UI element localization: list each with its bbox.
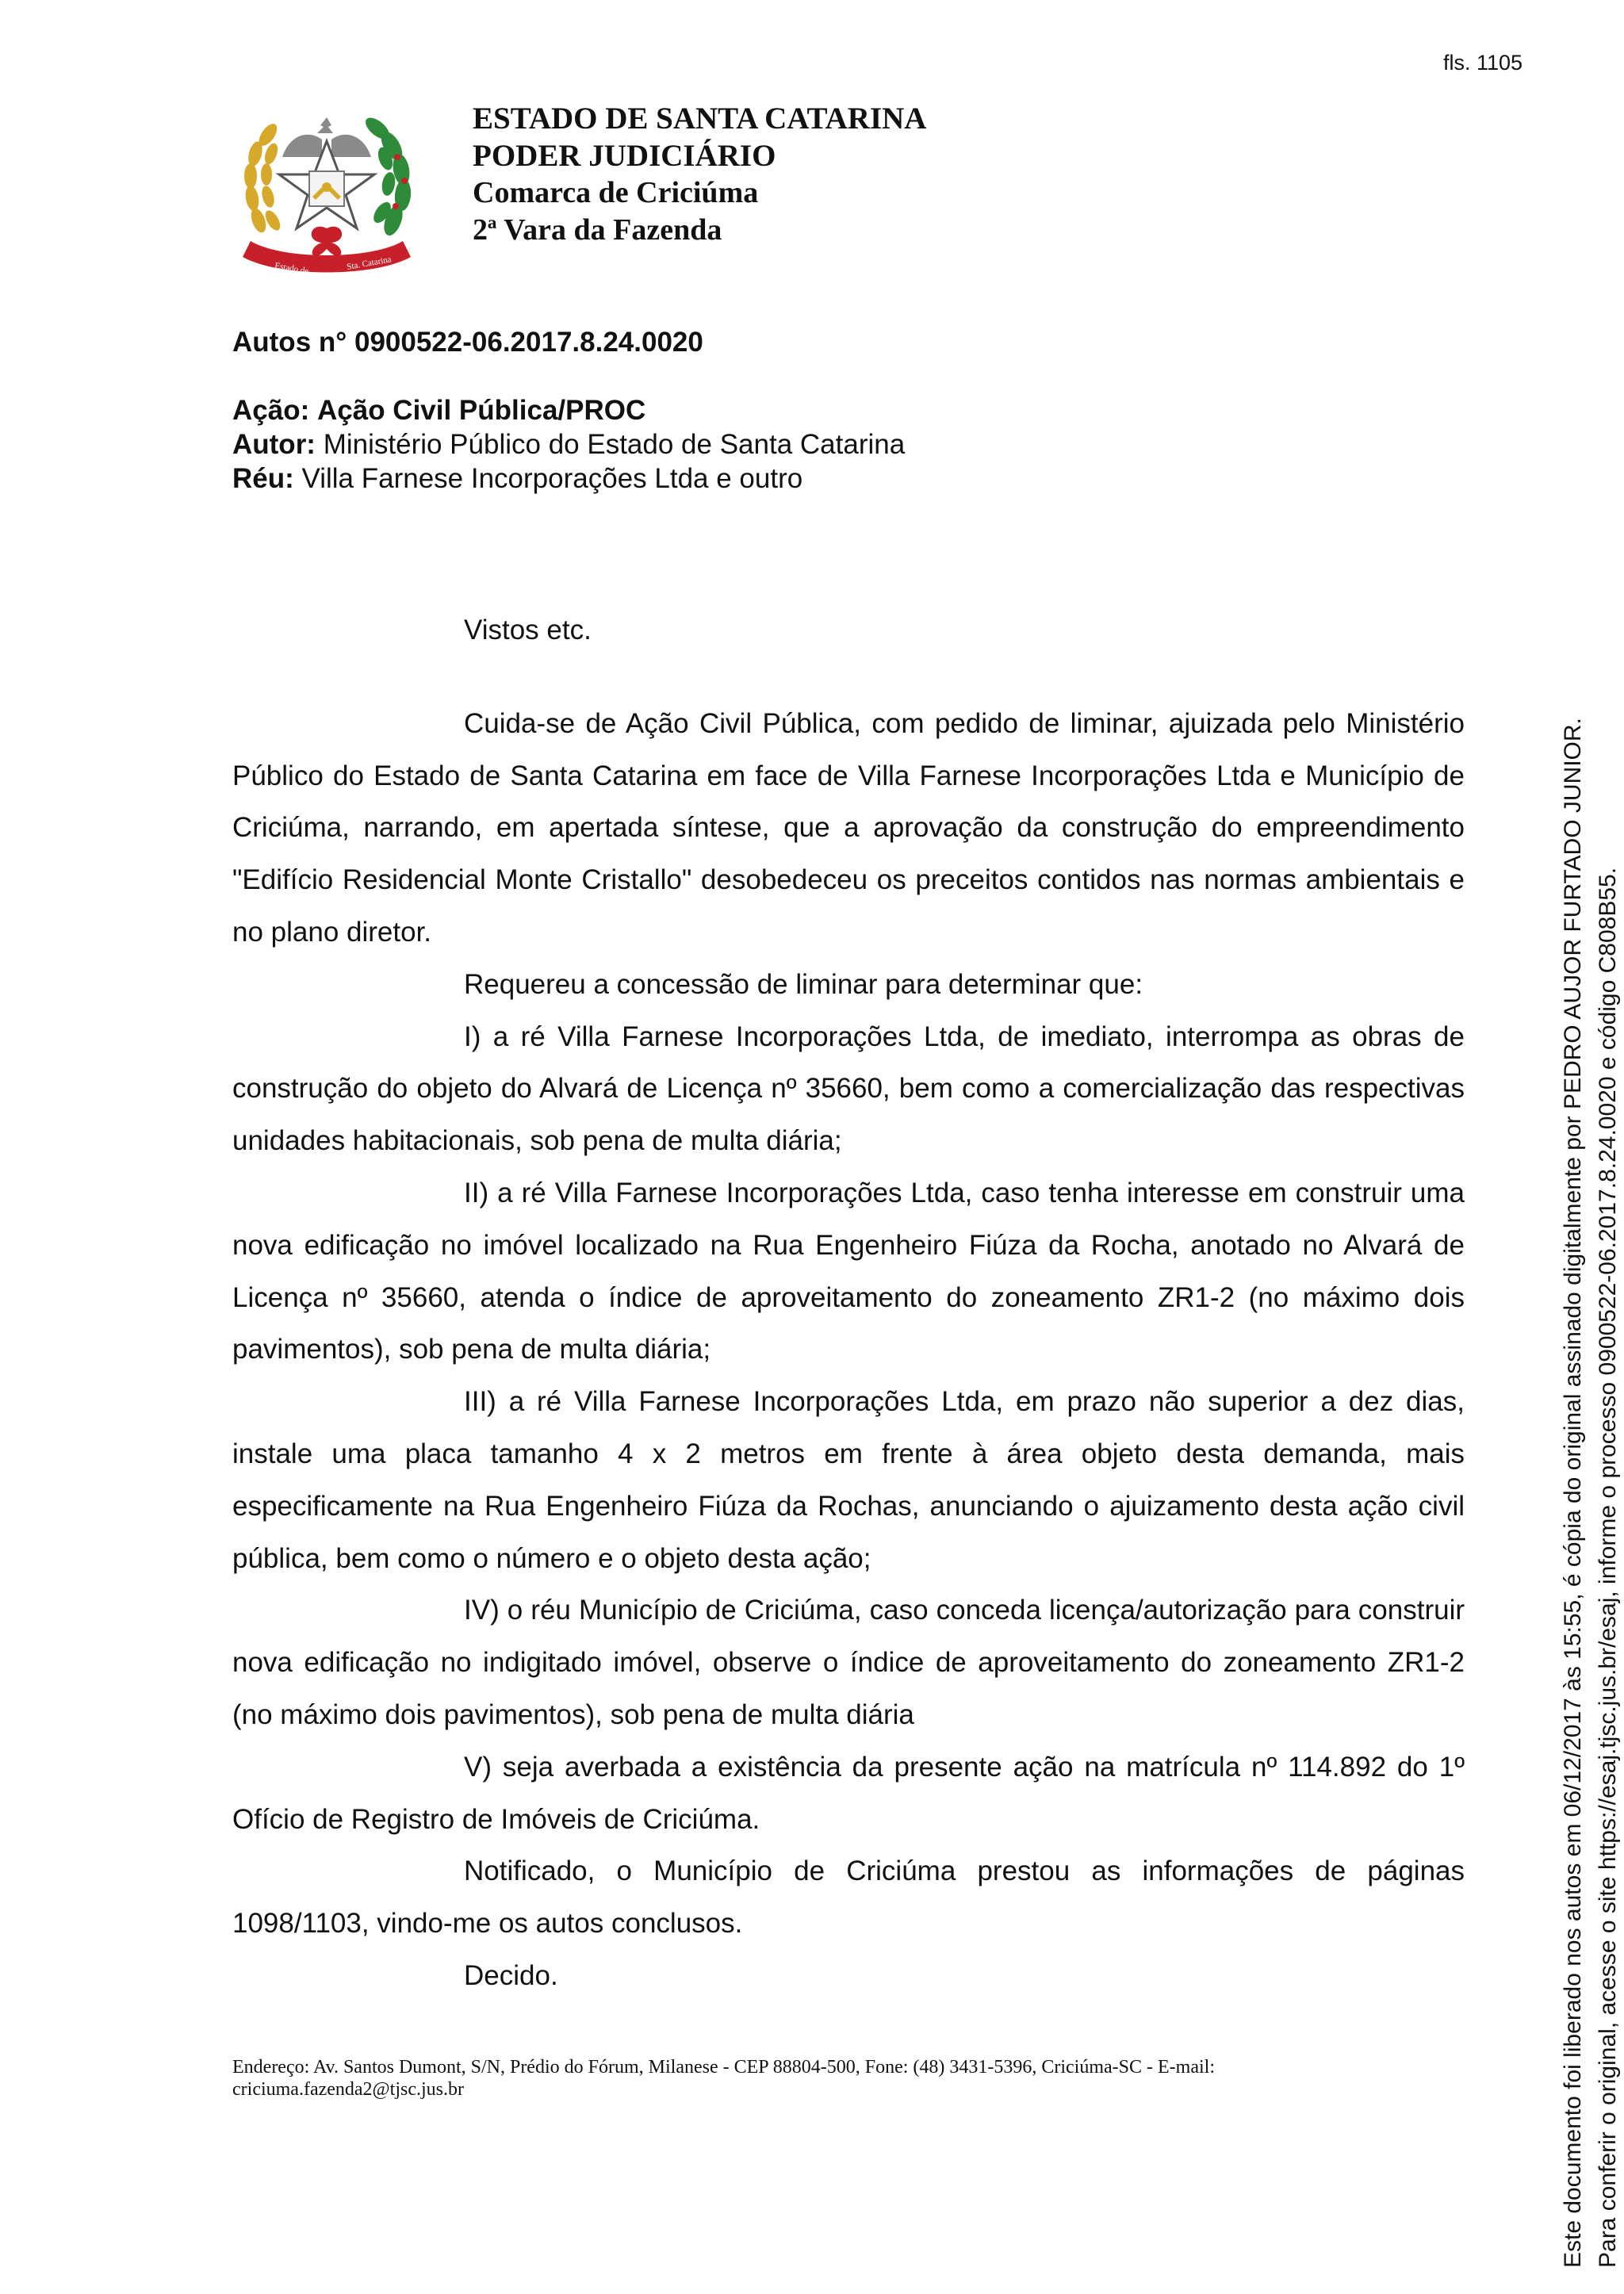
paragraph-decido: Decido. bbox=[464, 1959, 558, 1991]
header-comarca: Comarca de Criciúma bbox=[473, 176, 759, 209]
reu-label: Réu: bbox=[232, 463, 294, 494]
paragraph-item-iv: IV) o réu Município de Criciúma, caso conceda licença/autorização para construir nova edificação no indigitado imóvel, observe o índice de aproveitamento do zoneamento ZR1-2 (no máximo dois pavimentos), sob pena de multa diária bbox=[232, 1595, 1465, 1730]
reu-value: Villa Farnese Incorporações Ltda e outro bbox=[301, 463, 803, 494]
document-body bbox=[232, 604, 1465, 2002]
autor-label: Autor: bbox=[232, 429, 316, 460]
paragraph-item-i: I) a ré Villa Farnese Incorporações Ltda, de imediato, interrompa as obras de construção do objeto do Alvará de Licença nº 35660, bem como a comercialização das respectivas unidades habitacionais, sob pena de multa diária; bbox=[232, 1021, 1465, 1157]
paragraph-summary: Cuida-se de Ação Civil Pública, com pedido de liminar, ajuizada pelo Ministério Público do Estado de Santa Catarina em face de Villa Farnese Incorporações Ltda e Município de Criciúma, narrando, em apertada síntese, que a aprovação da construção do empreendimento "Edifício Residencial Monte Cristallo" desobedeceu os preceitos contidos nas normas ambientais e no plano diretor. bbox=[232, 707, 1465, 948]
paragraph-item-v: V) seja averbada a existência da presente ação na matrícula nº 114.892 do 1º Ofício de Registro de Imóveis de Criciúma. bbox=[232, 1751, 1465, 1835]
footer-line-1: Endereço: Av. Santos Dumont, S/N, Prédio do Fórum, Milanese - CEP 88804-500, Fone: (48) 3431-5396, Criciúma-SC - E-mail: bbox=[232, 2057, 1215, 2078]
signature-note-line-1: Este documento foi liberado nos autos em 06/12/2017 às 15:55, é cópia do original assinado digitalmente por PEDRO AUJOR FURTADO JUNIOR. bbox=[1560, 718, 1586, 2268]
autor-row bbox=[232, 427, 905, 461]
autor-value: Ministério Público do Estado de Santa Catarina bbox=[323, 429, 906, 460]
paragraph-item-ii: II) a ré Villa Farnese Incorporações Ltda, caso tenha interesse em construir uma nova edificação no imóvel localizado na Rua Engenheiro Fiúza da Rocha, anotado no Alvará de Licença nº 35660, atenda o índice de aproveitamento do zoneamento ZR1-2 (no máximo dois pavimentos), sob pena de multa diária; bbox=[232, 1177, 1465, 1365]
court-header bbox=[473, 100, 926, 249]
signature-note-line-2: Para conferir o original, acesse o site https://esaj.tjsc.jus.br/esaj, informe o processo 0900522-06.2017.8.24.0020 e código C808B55. bbox=[1595, 867, 1621, 2268]
acao-row bbox=[232, 393, 905, 427]
case-number: Autos n° 0900522-06.2017.8.24.0020 bbox=[232, 327, 703, 358]
footer-line-2: criciuma.fazenda2@tjsc.jus.br bbox=[232, 2079, 464, 2100]
case-details bbox=[232, 393, 905, 496]
paragraph-request: Requereu a concessão de liminar para determinar que: bbox=[464, 968, 1143, 1000]
header-vara: 2ª Vara da Fazenda bbox=[473, 213, 722, 247]
svg-text:Sta. Catarina: Sta. Catarina bbox=[346, 255, 393, 272]
reu-row bbox=[232, 461, 905, 496]
header-judiciary: PODER JUDICIÁRIO bbox=[473, 139, 776, 173]
paragraph-notification: Notificado, o Município de Criciúma prestou as informações de páginas 1098/1103, vindo-me os autos conclusos. bbox=[232, 1855, 1465, 1940]
footer-address bbox=[232, 2056, 1469, 2101]
page-number: fls. 1105 bbox=[1443, 51, 1523, 75]
acao-label: Ação: bbox=[232, 395, 310, 426]
acao-value: Ação Civil Pública/PROC bbox=[316, 395, 646, 426]
paragraph-vistos: Vistos etc. bbox=[464, 615, 592, 645]
header-state: ESTADO DE SANTA CATARINA bbox=[473, 101, 927, 136]
paragraph-item-iii: III) a ré Villa Farnese Incorporações Ltda, em prazo não superior a dez dias, instale uma placa tamanho 4 x 2 metros em frente à área objeto desta demanda, mais especificamente na Rua Engenheiro Fiúza da Rochas, anunciando o ajuizamento desta ação civil pública, bem como o número e o objeto desta ação; bbox=[232, 1386, 1465, 1574]
state-coat-of-arms-icon bbox=[235, 101, 419, 284]
digital-signature-note bbox=[1556, 682, 1624, 2268]
svg-text:Estado de: Estado de bbox=[274, 261, 309, 277]
